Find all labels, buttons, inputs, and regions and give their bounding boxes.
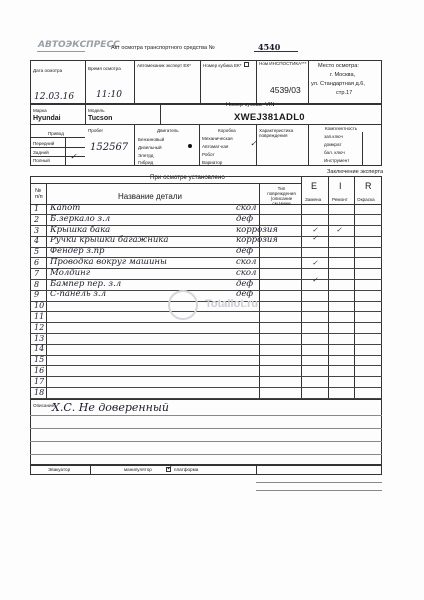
col-e-header: E (311, 181, 318, 191)
engine-divider (199, 124, 200, 166)
notes-label: Описание: (33, 403, 56, 408)
top-divider-3 (200, 60, 201, 104)
make-label: Марка (33, 108, 47, 113)
act-number: 4540 (258, 42, 281, 52)
manipulator-label: манипулятор (124, 467, 152, 472)
row-part-name: Молдинг (50, 267, 90, 278)
gearbox-option-4: Вариатор (202, 160, 223, 165)
transport-frame (30, 465, 382, 475)
table-header-top (30, 183, 301, 184)
make-value: Hyundai (33, 115, 61, 122)
act-number-underline (254, 51, 298, 52)
row-damage-type: коррозия (236, 224, 278, 235)
row-part-name: Ручки крышки багажника (50, 235, 169, 246)
engine-filled-dot (188, 144, 192, 148)
table-title: При осмотре установлено (150, 174, 225, 181)
equip-title: Комплектность (325, 126, 358, 131)
row8-replace-check: ✓ (312, 276, 318, 284)
row-damage-type: коррозия (236, 235, 278, 246)
row-number: 9 (34, 290, 40, 300)
gearbox-option-1: Механическая (202, 136, 233, 141)
inspector-label: Автомеханик эксперт ЕК* (137, 63, 191, 68)
table-row (30, 334, 382, 345)
gearbox-option-3: Робот (202, 152, 215, 157)
row-part-name: Бампер пер. з.л (50, 278, 122, 289)
table-row (30, 388, 382, 399)
vehicle-hline (30, 124, 382, 125)
row-damage-type: деф (236, 289, 254, 300)
engine-option-1: Бензиновый (138, 137, 165, 142)
row-number: 10 (34, 301, 45, 311)
equip-item-2: домкрат (324, 142, 342, 147)
row-damage-type: деф (236, 246, 254, 257)
row-part-name: Капот (50, 203, 81, 213)
place-line-2: ул. Стандартная д.6, (311, 81, 365, 87)
watermark-logo (168, 290, 198, 320)
engine-label: Двигатель (157, 128, 179, 133)
equip-check-col (362, 132, 363, 166)
mileage-label: Пробег (88, 128, 104, 133)
table-row (30, 377, 382, 388)
conclusion-header: Заключение эксперта (327, 169, 384, 175)
mileage-divider (134, 124, 135, 166)
row-number: 7 (34, 268, 40, 278)
notes-line-4 (30, 454, 382, 455)
date-label: Дата осмотра (33, 68, 63, 73)
top-divider-2 (134, 60, 135, 104)
watermark-text: Totallot.ru (205, 298, 258, 310)
row-number: 1 (34, 204, 40, 213)
platform-label: платформа (174, 467, 199, 472)
engine-option-4: Гибрид (138, 160, 154, 165)
row-number: 3 (34, 225, 40, 235)
drive-option-2: Задний (33, 150, 49, 155)
gearbox-option-2: Автомат-кая (202, 144, 229, 149)
row-number: 13 (34, 333, 45, 343)
notes-line-3 (30, 441, 382, 442)
time-label: Время осмотра (88, 66, 121, 71)
row-damage-type: скол (236, 203, 257, 213)
row-number: 6 (34, 258, 40, 267)
damage-char-label: Характеристика повреждения (259, 128, 294, 138)
table-row (30, 323, 382, 334)
sticker-label: Ном ИНСПОСТИКА*** (259, 61, 307, 66)
top-divider-5 (308, 60, 309, 104)
gearbox-checkmark: ✓ (250, 139, 257, 148)
row-number: 5 (34, 247, 40, 257)
vin-divider (160, 104, 161, 124)
table-row (30, 344, 382, 355)
row-number: 15 (34, 355, 45, 365)
vin-label: Номер кузова ·VIN (226, 102, 275, 108)
time-value: 11:10 (96, 90, 122, 100)
equip-item-3: бал. ключ (324, 150, 345, 155)
col-e-sub: Замена (305, 197, 322, 202)
row-number: 14 (34, 344, 45, 354)
row-damage-type: деф (236, 213, 254, 224)
table-row (30, 366, 382, 377)
model-label: Модель (88, 108, 105, 113)
damage-divider (308, 124, 309, 166)
col-damage-header: Тип повреждения (описание см.Ниже (267, 186, 296, 206)
col-i-sub: Ремонт (332, 197, 348, 202)
row-damage-type: скол (236, 267, 257, 278)
vin-value: XWEJ381ADL0 (234, 112, 305, 123)
drive-h1 (30, 137, 85, 138)
row-part-name: С-панель з.л (50, 289, 107, 300)
col-r-header: R (365, 181, 372, 191)
top-divider-4 (256, 60, 257, 104)
drive-option-3: Полный (33, 158, 50, 163)
notes-text: Х.С. Не доверенный (52, 401, 169, 414)
date-value: 12.03.16 (34, 92, 75, 102)
sticker-value: 4539/03 (270, 85, 301, 95)
row-part-name: Фендер з.пр (50, 246, 105, 257)
row-number: 17 (34, 376, 45, 386)
model-value: Tucson (88, 115, 113, 122)
drive-option-1: Передний (33, 141, 55, 146)
company-logo: АВТОЭКСПРЕСС (38, 40, 120, 50)
row-number: 16 (34, 366, 45, 375)
col-num-header: № п/п (35, 188, 43, 200)
place-line-3: стр.17 (336, 90, 353, 96)
row3-paint-check: ✓ (336, 226, 342, 234)
col-part-header: Название детали (118, 192, 182, 201)
drive-checkmark: ✓ (70, 152, 77, 161)
engine-option-2: Дизельный (138, 145, 162, 150)
row-number: 8 (34, 279, 40, 289)
table-row (30, 355, 382, 366)
mileage-value: 152567 (90, 142, 129, 153)
row-damage-type: деф (236, 278, 254, 289)
act-title: Акт осмотра транспортного средства № (111, 45, 215, 51)
notes-line-2 (30, 428, 382, 429)
gearbox-divider (256, 124, 257, 166)
row-number: 18 (34, 387, 45, 397)
equip-item-4: Инструмент (324, 158, 350, 163)
drive-label: Привод (48, 131, 64, 136)
logo-underline (37, 51, 85, 52)
gearbox-label: Коробка (218, 128, 236, 133)
row-part-name: Проводка вокруг машины (50, 257, 167, 267)
row-number: 11 (34, 312, 45, 321)
drive-check-col (65, 137, 66, 166)
place-line-1: г. Москва, (330, 72, 356, 78)
row-number: 12 (34, 322, 45, 332)
manipulator-check: ✓ (166, 463, 173, 472)
row3-repair-check: ✓ (312, 226, 318, 234)
row-number: 4 (34, 236, 40, 246)
equip-item-1: зап.ключ (324, 134, 343, 139)
row-part-name: Б.зеркало з.л (50, 213, 111, 224)
plate-checkbox[interactable] (244, 62, 249, 67)
engine-option-3: Элетрд (138, 153, 154, 158)
col-i-header: I (339, 181, 342, 191)
footer-divider-1 (90, 465, 91, 475)
footer-underline-2 (256, 490, 382, 491)
row4-replace-check: ✓ (312, 234, 318, 242)
footer-underline-1 (256, 482, 382, 483)
row-number: 2 (34, 214, 40, 224)
footer-divider-2 (256, 465, 257, 475)
row-damage-type: скол (236, 257, 257, 267)
plate-label: Номер кубика ЕК* (203, 63, 242, 68)
notes-line-1 (30, 415, 382, 416)
place-label: Место осмотра: (318, 63, 359, 69)
evacuator-label: Эвакуатор (48, 467, 71, 472)
row6-replace-check: ✓ (312, 259, 318, 267)
drive-h2 (30, 147, 85, 148)
table-row (30, 312, 382, 323)
row-part-name: Крышка бака (50, 224, 111, 235)
col-r-sub: Окраска (357, 197, 375, 202)
